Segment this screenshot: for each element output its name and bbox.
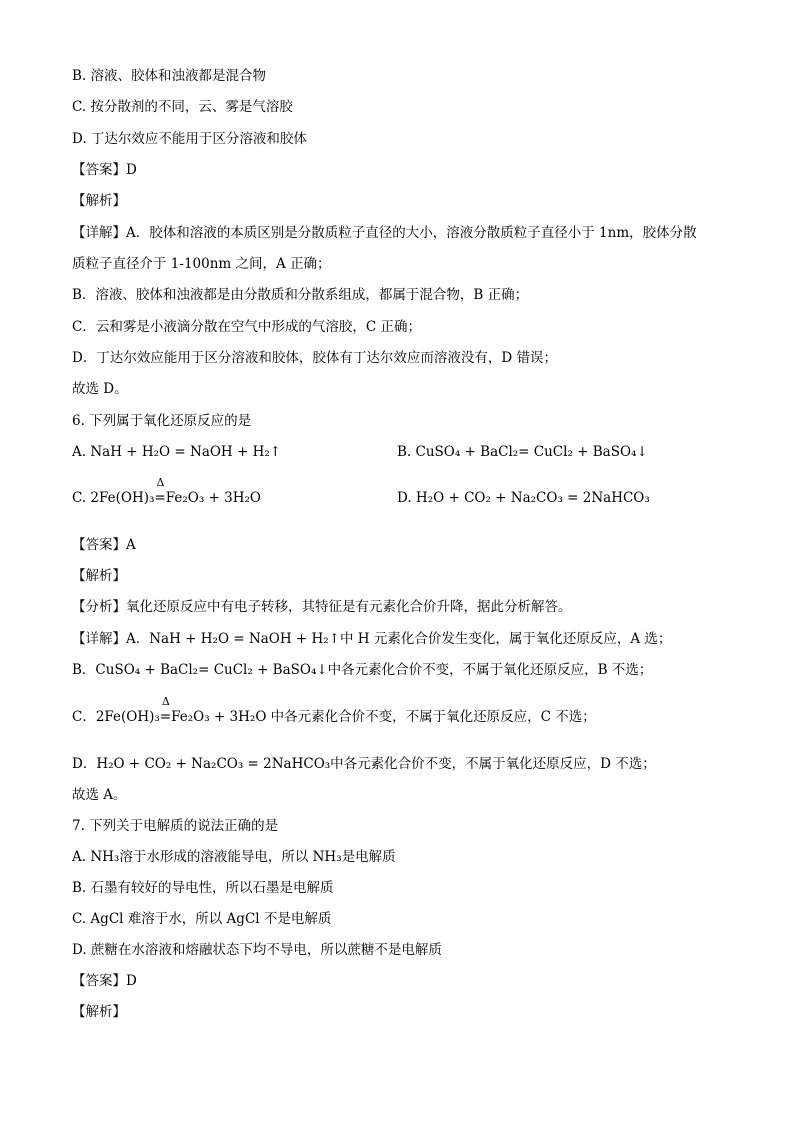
q5-detail-b: B．溶液、胶体和浊液都是由分散质和分散系组成，都属于混合物，B 正确； bbox=[72, 287, 529, 303]
q5-detail-a2: 质粒子直径介于 1-100nm 之间，A 正确； bbox=[72, 256, 331, 272]
q7-option-d: D. 蔗糖在水溶液和熔融状态下均不导电，所以蔗糖不是电解质 bbox=[72, 942, 442, 958]
q6-conclusion: 故选 A。 bbox=[72, 787, 127, 803]
heat-equals-sign: Δ = bbox=[159, 695, 172, 725]
q5-conclusion: 故选 D。 bbox=[72, 381, 128, 397]
q7-option-c: C. AgCl 难溶于水，所以 AgCl 不是电解质 bbox=[72, 911, 332, 927]
answer-tag: 【答案】 bbox=[72, 537, 126, 553]
q6-detail-c: C．2Fe(OH)₃ Δ =Fe₂O₃ + 3H₂O 中各元素化合价不变，不属于氧化还原反应，C 不选； bbox=[72, 695, 596, 725]
heat-delta-icon: Δ bbox=[156, 476, 165, 489]
q5-detail-c: C．云和雾是小液滴分散在空气中形成的气溶胶，C 正确； bbox=[72, 319, 421, 335]
answer-value: D bbox=[126, 162, 137, 178]
answer-value: A bbox=[126, 537, 136, 553]
answer-tag: 【答案】 bbox=[72, 973, 126, 989]
heat-equals-sign: Δ = bbox=[154, 476, 166, 506]
q7-option-b: B. 石墨有较好的导电性，所以石墨是电解质 bbox=[72, 880, 334, 896]
analyze-tag: 【分析】 bbox=[72, 599, 126, 615]
q6-detail-b: B．CuSO₄ + BaCl₂= CuCl₂ + BaSO₄↓中各元素化合价不变，不属于氧化还原反应，B 不选； bbox=[72, 662, 653, 678]
q6-analyze: 【分析】氧化还原反应中有电子转移，其特征是有元素化合价升降，据此分析解答。 bbox=[72, 599, 572, 615]
detail-tag: 【详解】 bbox=[72, 225, 126, 241]
q5-option-d: D. 丁达尔效应不能用于区分溶液和胶体 bbox=[72, 131, 307, 147]
q5-answer bbox=[72, 161, 137, 179]
q5-detail-d: D．丁达尔效应能用于区分溶液和胶体，胶体有丁达尔效应而溶液没有，D 错误； bbox=[72, 350, 557, 366]
q5-analysis-tag: 【解析】 bbox=[72, 193, 126, 209]
q5-option-b: B. 溶液、胶体和浊液都是混合物 bbox=[72, 68, 267, 84]
q6-detail-a: 【详解】A．NaH + H₂O = NaOH + H₂↑中 H 元素化合价发生变化，属于氧化还原反应，A 选； bbox=[72, 631, 672, 647]
detail-tag: 【详解】 bbox=[72, 631, 126, 647]
q6-option-d: D. H₂O + CO₂ + Na₂CO₃ = 2NaHCO₃ bbox=[397, 490, 650, 506]
q6-option-c: C. 2Fe(OH)₃ Δ =Fe₂O₃ + 3H₂O bbox=[72, 476, 261, 506]
answer-tag: 【答案】 bbox=[72, 162, 126, 178]
q6-answer bbox=[72, 536, 136, 554]
q7-option-a: A. NH₃溶于水形成的溶液能导电，所以 NH₃是电解质 bbox=[72, 849, 396, 865]
q6-option-b: B. CuSO₄ + BaCl₂= CuCl₂ + BaSO₄↓ bbox=[397, 444, 648, 460]
q7-analysis-tag: 【解析】 bbox=[72, 1004, 126, 1020]
q7-answer bbox=[72, 972, 137, 990]
q6-detail-d: D．H₂O + CO₂ + Na₂CO₃ = 2NaHCO₃中各元素化合价不变，不属于氧化还原反应，D 不选； bbox=[72, 756, 656, 772]
q6-stem: 6. 下列属于氧化还原反应的是 bbox=[72, 413, 252, 429]
q6-analysis-tag: 【解析】 bbox=[72, 568, 126, 584]
answer-value: D bbox=[126, 973, 137, 989]
q7-stem: 7. 下列关于电解质的说法正确的是 bbox=[72, 818, 279, 834]
q6-option-a: A. NaH + H₂O = NaOH + H₂↑ bbox=[72, 444, 282, 460]
q5-option-c: C. 按分散剂的不同，云、雾是气溶胶 bbox=[72, 99, 293, 115]
heat-delta-icon: Δ bbox=[161, 695, 170, 708]
q5-detail-a1: 【详解】A．胶体和溶液的本质区别是分散质粒子直径的大小，溶液分散质粒子直径小于 1nm，胶体分散 bbox=[72, 225, 697, 241]
